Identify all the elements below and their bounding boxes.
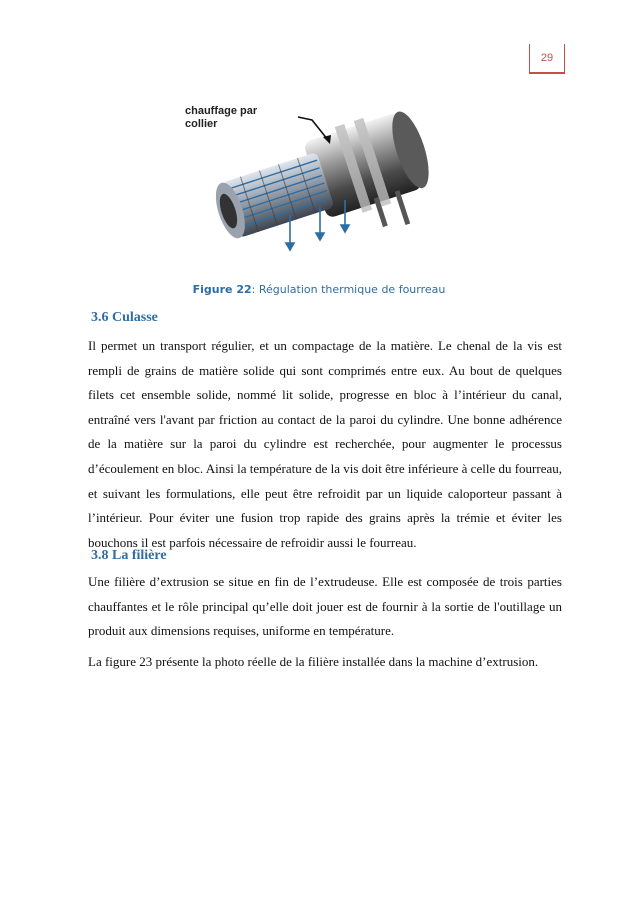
paragraph-figure-23: La figure 23 présente la photo réelle de la filière installée dans la machine d’extrusion. — [88, 654, 539, 669]
section-heading-culasse — [91, 310, 158, 326]
section-title: La filière — [112, 548, 167, 563]
page-number: 29 — [540, 52, 554, 64]
figure-heating-collar — [170, 95, 470, 270]
figure-caption — [0, 283, 638, 296]
paragraph-culasse: Il permet un transport régulier, et un compactage de la matière. Le chenal de la vis est rempli de grains de matière solide qui sont comprimés entre eux. Au bout de quelques filets cet ensemble solide, nommé lit solide, progresse en bloc à l’intérieur du canal, entraîné vers l'avant par friction au contact de la paroi du cylindre. Une bonne adhérence de la matière sur la paroi du cylindre est recherchée, pour augmenter le processus d’écoulement en bloc. Ainsi la température de la vis doit être inférieure à celle du fourreau, et suivant les formulations, elle peut être refroidit par un liquide caloporteur passant à l’intérieur. Pour éviter une fusion trop rapide des grains après la trémie et éviter les bouchons il est parfois nécessaire de refroidir aussi le fourreau. — [88, 338, 562, 550]
section-number: 3.6 — [91, 310, 109, 325]
paragraph-filiere: Une filière d’extrusion se situe en fin de l’extrudeuse. Elle est composée de trois parties chauffantes et le rôle principal qu’elle doit jouer est de fournir à la sortie de l'outillage un produit aux dimensions requises, uniforme en température. — [88, 574, 562, 639]
section-number: 3.8 — [91, 548, 109, 563]
section-heading-filiere — [91, 548, 167, 564]
figure-label: chauffage par collier — [185, 105, 258, 130]
caption-prefix: Figure 22 — [192, 283, 252, 296]
page-number-box — [529, 44, 565, 74]
section-title: Culasse — [112, 310, 158, 325]
caption-text: : Régulation thermique de fourreau — [251, 283, 446, 296]
